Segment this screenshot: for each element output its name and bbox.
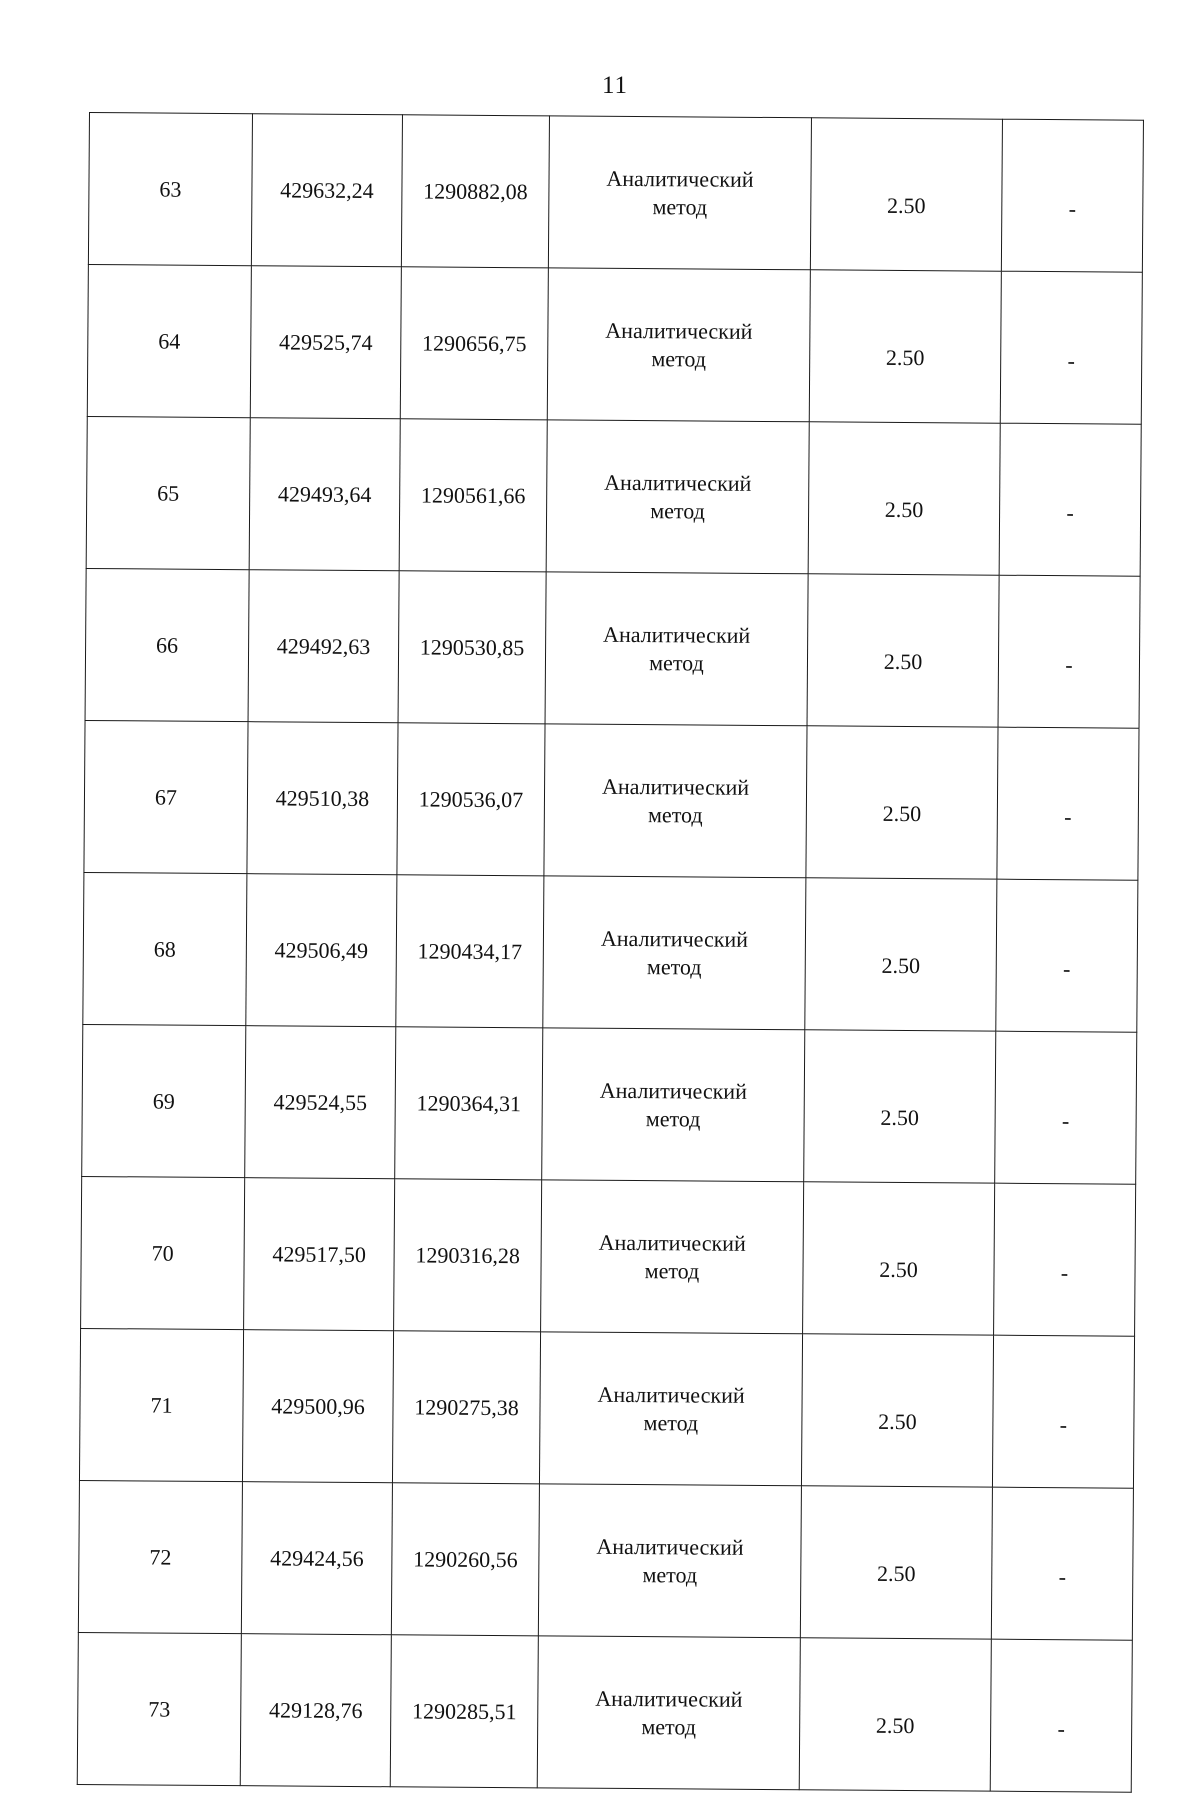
method-cell — [539, 1332, 802, 1486]
y-coordinate-cell: 1290656,75 — [400, 267, 548, 420]
y-coordinate-cell: 1290530,85 — [398, 571, 546, 724]
method-line-2: метод — [645, 1105, 701, 1132]
point-number-cell: 63 — [88, 113, 252, 266]
point-number-cell: 73 — [77, 1632, 241, 1785]
method-line-1: Аналитический — [599, 1077, 747, 1104]
note-cell: - — [997, 727, 1139, 880]
method-line-2: метод — [652, 193, 708, 220]
coordinates-table-container — [77, 112, 1143, 1793]
note-cell: - — [990, 1639, 1132, 1792]
table-row — [86, 416, 1141, 576]
accuracy-value-cell: 2.50 — [805, 878, 997, 1031]
method-line-1: Аналитический — [604, 469, 752, 496]
method-line-2: метод — [651, 345, 707, 372]
y-coordinate-cell: 1290285,51 — [390, 1635, 538, 1788]
point-number-cell: 72 — [78, 1480, 242, 1633]
point-number-cell: 70 — [81, 1176, 245, 1329]
accuracy-value-cell: 2.50 — [808, 422, 1000, 575]
note-cell: - — [1000, 271, 1142, 424]
x-coordinate-cell: 429424,56 — [241, 1482, 392, 1635]
table-row — [79, 1328, 1134, 1488]
method-line-2: метод — [642, 1561, 698, 1587]
x-coordinate-cell: 429500,96 — [242, 1330, 393, 1483]
table-row — [84, 720, 1139, 880]
x-coordinate-cell: 429524,55 — [245, 1026, 396, 1179]
method-cell — [548, 116, 811, 270]
method-cell — [538, 1484, 801, 1638]
table-row — [85, 568, 1140, 728]
y-coordinate-cell: 1290260,56 — [391, 1483, 539, 1636]
method-line-1: Аналитический — [595, 1685, 743, 1712]
method-cell — [537, 1636, 800, 1790]
method-cell — [546, 420, 809, 574]
note-cell: - — [998, 575, 1140, 728]
method-line-2: метод — [646, 953, 702, 980]
x-coordinate-cell: 429128,76 — [240, 1634, 391, 1787]
method-line-1: Аналитический — [603, 621, 751, 648]
note-cell: - — [994, 1183, 1136, 1336]
accuracy-value-cell: 2.50 — [810, 118, 1002, 271]
page-number: 11 — [601, 72, 629, 99]
method-line-1: Аналитический — [598, 1229, 746, 1256]
table-row — [88, 113, 1143, 273]
method-line-2: метод — [644, 1257, 700, 1284]
method-line-1: Аналитический — [601, 773, 750, 800]
y-coordinate-cell: 1290882,08 — [401, 115, 549, 268]
y-coordinate-cell: 1290364,31 — [395, 1027, 543, 1180]
x-coordinate-cell: 429506,49 — [246, 874, 397, 1027]
method-line-1: Аналитический — [597, 1381, 745, 1408]
accuracy-value-cell: 2.50 — [807, 574, 999, 727]
accuracy-value-cell: 2.50 — [800, 1486, 992, 1639]
note-cell: - — [996, 879, 1138, 1032]
table-row — [83, 872, 1138, 1032]
method-line-2: метод — [641, 1713, 697, 1739]
method-line-1: Аналитический — [605, 317, 753, 344]
x-coordinate-cell: 429525,74 — [250, 266, 401, 419]
accuracy-value-cell: 2.50 — [803, 1182, 995, 1335]
method-cell — [545, 572, 808, 726]
coordinates-table — [77, 112, 1144, 1793]
accuracy-value-cell: 2.50 — [804, 1030, 996, 1183]
method-cell — [541, 1180, 804, 1334]
method-line-1: Аналитический — [596, 1533, 744, 1560]
method-line-2: метод — [649, 649, 704, 676]
method-cell — [542, 1028, 805, 1182]
method-line-2: метод — [650, 497, 705, 524]
note-cell: - — [1001, 119, 1143, 272]
x-coordinate-cell: 429632,24 — [251, 114, 402, 267]
method-line-2: метод — [643, 1409, 699, 1436]
x-coordinate-cell: 429517,50 — [244, 1178, 395, 1331]
note-cell: - — [992, 1335, 1134, 1488]
y-coordinate-cell: 1290316,28 — [394, 1179, 542, 1332]
table-row — [81, 1176, 1136, 1336]
table-row — [82, 1024, 1137, 1184]
point-number-cell: 71 — [79, 1328, 243, 1481]
point-number-cell: 67 — [84, 720, 248, 873]
method-line-1: Аналитический — [600, 925, 749, 952]
method-line-1: Аналитический — [606, 165, 754, 192]
note-cell: - — [995, 1031, 1137, 1184]
point-number-cell: 64 — [87, 264, 251, 417]
table-body — [77, 113, 1143, 1793]
point-number-cell: 65 — [86, 416, 250, 569]
y-coordinate-cell: 1290434,17 — [396, 875, 544, 1028]
method-line-2: метод — [647, 801, 703, 828]
note-cell: - — [999, 423, 1141, 576]
table-row — [78, 1480, 1133, 1640]
point-number-cell: 69 — [82, 1024, 246, 1177]
x-coordinate-cell: 429510,38 — [247, 722, 398, 875]
accuracy-value-cell: 2.50 — [799, 1638, 991, 1791]
accuracy-value-cell: 2.50 — [801, 1334, 993, 1487]
accuracy-value-cell: 2.50 — [809, 270, 1001, 423]
method-cell — [544, 724, 807, 878]
table-row — [77, 1632, 1132, 1792]
y-coordinate-cell: 1290275,38 — [392, 1331, 540, 1484]
x-coordinate-cell: 429493,64 — [249, 418, 400, 571]
y-coordinate-cell: 1290536,07 — [397, 723, 545, 876]
point-number-cell: 68 — [83, 872, 247, 1025]
table-row — [87, 264, 1142, 424]
note-cell: - — [991, 1487, 1133, 1640]
x-coordinate-cell: 429492,63 — [248, 570, 399, 723]
method-cell — [547, 268, 810, 422]
accuracy-value-cell: 2.50 — [806, 726, 998, 879]
y-coordinate-cell: 1290561,66 — [399, 419, 547, 572]
method-cell — [543, 876, 806, 1030]
point-number-cell: 66 — [85, 568, 249, 721]
